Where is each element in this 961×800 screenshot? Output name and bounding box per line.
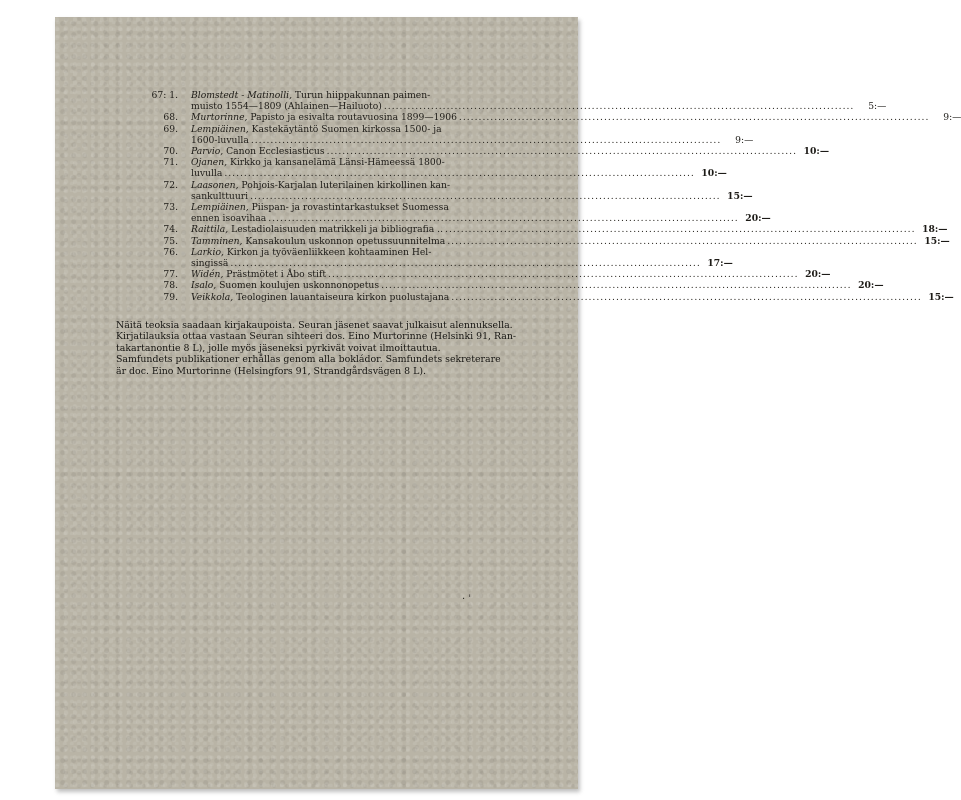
entry-title: Lestadiolaisuuden matrikkeli ja bibliografia .. <box>228 224 444 236</box>
entry-body <box>191 202 771 224</box>
entry-line <box>191 135 753 146</box>
entry-price: 20:— <box>745 213 771 225</box>
entry-text <box>191 202 449 213</box>
entry-price: 5:— <box>868 101 887 113</box>
entry-price: 15:— <box>928 291 954 303</box>
entry-line <box>191 224 947 235</box>
entry-author: Larkio, <box>191 246 224 258</box>
entry-price: 10:— <box>803 146 830 158</box>
dot-leader: ........................................................................................................................ <box>326 146 798 158</box>
entry-body <box>191 146 829 157</box>
entry-title: ennen isoavihaa <box>191 213 267 225</box>
dot-leader: ........................................................................................................................ <box>230 258 701 270</box>
list-item <box>108 224 948 236</box>
list-item <box>108 269 831 281</box>
entry-text <box>191 269 326 280</box>
entry-number: 67: 1. <box>151 90 178 101</box>
dot-leader: ........................................................................................................................ <box>451 291 922 303</box>
entry-author: Lempiäinen, <box>191 123 249 135</box>
entry-body <box>191 280 884 291</box>
entry-author: Veikkola, <box>191 291 234 303</box>
entry-author: Tamminen, <box>191 235 243 247</box>
dot-leader: ........................................................................................................................ <box>447 235 918 247</box>
list-item <box>108 179 753 202</box>
entry-body <box>191 180 753 202</box>
entry-text <box>191 168 222 179</box>
entry-title: sankulttuuri <box>191 190 249 202</box>
stray-mark: · ˈ <box>462 594 472 605</box>
dot-leader: ........................................................................................................................ <box>268 213 739 225</box>
entry-number: 75. <box>163 235 178 247</box>
entry-number: 72. <box>163 179 178 191</box>
publication-list <box>108 90 961 303</box>
entry-author: Widén, <box>191 269 224 281</box>
entry-line <box>191 168 727 179</box>
entry-line <box>191 292 954 303</box>
entry-text <box>191 236 445 247</box>
entry-text <box>191 280 379 291</box>
entry-text <box>191 124 442 135</box>
entry-number: 73. <box>163 202 178 214</box>
entry-title: Prästmötet i Åbo stift <box>223 269 327 281</box>
entry-title: Kastekäytäntö Suomen kirkossa 1500- ja <box>248 123 442 135</box>
entry-line <box>191 112 961 123</box>
entry-number: 79. <box>163 291 178 303</box>
entry-title: singissä <box>191 258 229 270</box>
entry-price: 10:— <box>701 168 727 180</box>
entry-text <box>191 90 430 101</box>
dot-leader: ........................................................................................................................ <box>328 269 799 281</box>
entry-number: 68. <box>163 112 178 124</box>
dot-leader: ........................................................................................................................ <box>458 112 930 124</box>
entry-author: Blomstedt - Matinolli, <box>191 90 292 101</box>
entry-text <box>191 180 450 191</box>
entry-price: 17:— <box>707 258 733 270</box>
dot-leader: ........................................................................................................................ <box>250 190 721 202</box>
entry-body <box>191 224 947 235</box>
entry-number: 74. <box>163 224 178 236</box>
entry-line <box>191 202 771 213</box>
entry-title: Piispan- ja rovastintarkastukset Suomessa <box>248 202 449 214</box>
dot-leader: ........................................................................................................................ <box>224 168 695 180</box>
entry-title: Kirkko ja kansanelämä Länsi-Hämeessä 1800- <box>227 157 445 169</box>
entry-number: 78. <box>163 280 178 292</box>
entry-title: muisto 1554—1809 (Ahlainen—Hailuoto) <box>191 101 382 113</box>
list-item <box>108 123 754 146</box>
list-item <box>108 291 954 303</box>
entry-body <box>191 124 753 146</box>
entry-line <box>191 146 829 157</box>
list-item <box>108 157 727 180</box>
entry-title: Turun hiippakunnan paimen- <box>292 90 431 101</box>
entry-body <box>191 157 727 179</box>
notes-line: är doc. Eino Murtorinne (Helsingfors 91, Strandgårdsvägen 8 L). <box>116 365 426 377</box>
list-item <box>108 280 884 292</box>
entry-text <box>191 157 445 168</box>
entry-price: 18:— <box>922 224 948 236</box>
entry-text <box>191 101 382 112</box>
entry-title: Kansakoulun uskonnon opetussuunnitelma <box>242 235 446 247</box>
entry-body <box>191 112 961 123</box>
entry-number: 69. <box>163 123 178 135</box>
entry-line <box>191 247 733 258</box>
entry-author: Lempiäinen, <box>191 202 249 214</box>
list-item <box>108 246 733 270</box>
entry-price: 15:— <box>924 235 950 247</box>
entry-text <box>191 112 457 123</box>
list-item <box>108 90 887 113</box>
entry-line <box>191 101 886 112</box>
entry-text <box>191 247 431 258</box>
list-item <box>108 235 950 247</box>
entry-author: Laasonen, <box>191 179 239 191</box>
entry-price: 9:— <box>943 112 961 124</box>
entry-title: Suomen koulujen uskonnonopetus <box>216 280 380 292</box>
entry-title: Papisto ja esivalta routavuosina 1899—1906 <box>247 112 457 124</box>
entry-line <box>191 280 884 291</box>
entry-body <box>191 269 830 280</box>
dot-leader: ........................................................................................................................ <box>250 134 722 146</box>
entry-title: 1600-luvulla <box>191 134 249 146</box>
entry-price: 9:— <box>735 134 754 146</box>
entry-line <box>191 90 886 101</box>
entry-text <box>191 213 266 224</box>
entry-body <box>191 247 733 269</box>
entry-line <box>191 213 771 224</box>
entry-line <box>191 269 830 280</box>
list-item <box>108 202 771 225</box>
list-item <box>108 112 961 124</box>
entry-text <box>191 135 249 146</box>
entry-line <box>191 157 727 168</box>
entry-number: 70. <box>163 146 178 158</box>
ordering-notes <box>116 320 534 377</box>
dot-leader: ........................................................................................................................ <box>445 224 916 236</box>
notes-line: Samfundets publikationer erhållas genom alla bokládor. Samfundets sekreterare <box>116 354 501 366</box>
entry-line <box>191 258 733 269</box>
entry-text <box>191 146 325 157</box>
entry-number: 71. <box>163 157 178 169</box>
entry-line <box>191 191 753 202</box>
entry-title: luvulla <box>191 168 223 180</box>
entry-line <box>191 236 950 247</box>
dot-leader: ........................................................................................................................ <box>381 280 852 292</box>
entry-price: 20:— <box>805 269 831 281</box>
entry-body <box>191 90 886 112</box>
notes-line: Näitä teoksia saadaan kirjakaupoista. Seuran jäsenet saavat julkaisut alennuksella. <box>116 320 513 331</box>
entry-title: Kirkon ja työväenliikkeen kohtaaminen Hel- <box>223 246 432 258</box>
entry-body <box>191 292 954 303</box>
entry-line <box>191 180 753 191</box>
entry-author: Murtorinne, <box>191 112 248 124</box>
entry-author: Ojanen, <box>191 157 228 169</box>
entry-text <box>191 224 443 235</box>
entry-number: 77. <box>163 269 178 281</box>
notes-line: Kirjatilauksia ottaa vastaan Seuran sihteeri dos. Eino Murtorinne (Helsinki 91, Ran- <box>116 331 517 343</box>
entry-author: Isalo, <box>191 280 217 292</box>
entry-body <box>191 236 950 247</box>
entry-number: 76. <box>163 246 178 258</box>
entry-text <box>191 258 228 269</box>
entry-price: 20:— <box>858 280 884 292</box>
entry-title: Pohjois-Karjalan luterilainen kirkollinen kan- <box>238 179 451 191</box>
notes-line: takartanontie 8 L), jolle myös jäseneksi pyrkivät voivat ilmoittautua. <box>116 342 441 354</box>
entry-text <box>191 292 449 303</box>
list-item <box>108 146 830 158</box>
entry-author: Parvio, <box>191 146 224 158</box>
entry-title: Teologinen lauantaiseura kirkon puolustajana <box>233 291 450 303</box>
entry-author: Raittila, <box>191 224 229 236</box>
entry-text <box>191 191 248 202</box>
entry-price: 15:— <box>727 190 753 202</box>
entry-title: Canon Ecclesiasticus <box>223 146 325 158</box>
dot-leader: ........................................................................................................................ <box>383 101 855 113</box>
entry-line <box>191 124 753 135</box>
